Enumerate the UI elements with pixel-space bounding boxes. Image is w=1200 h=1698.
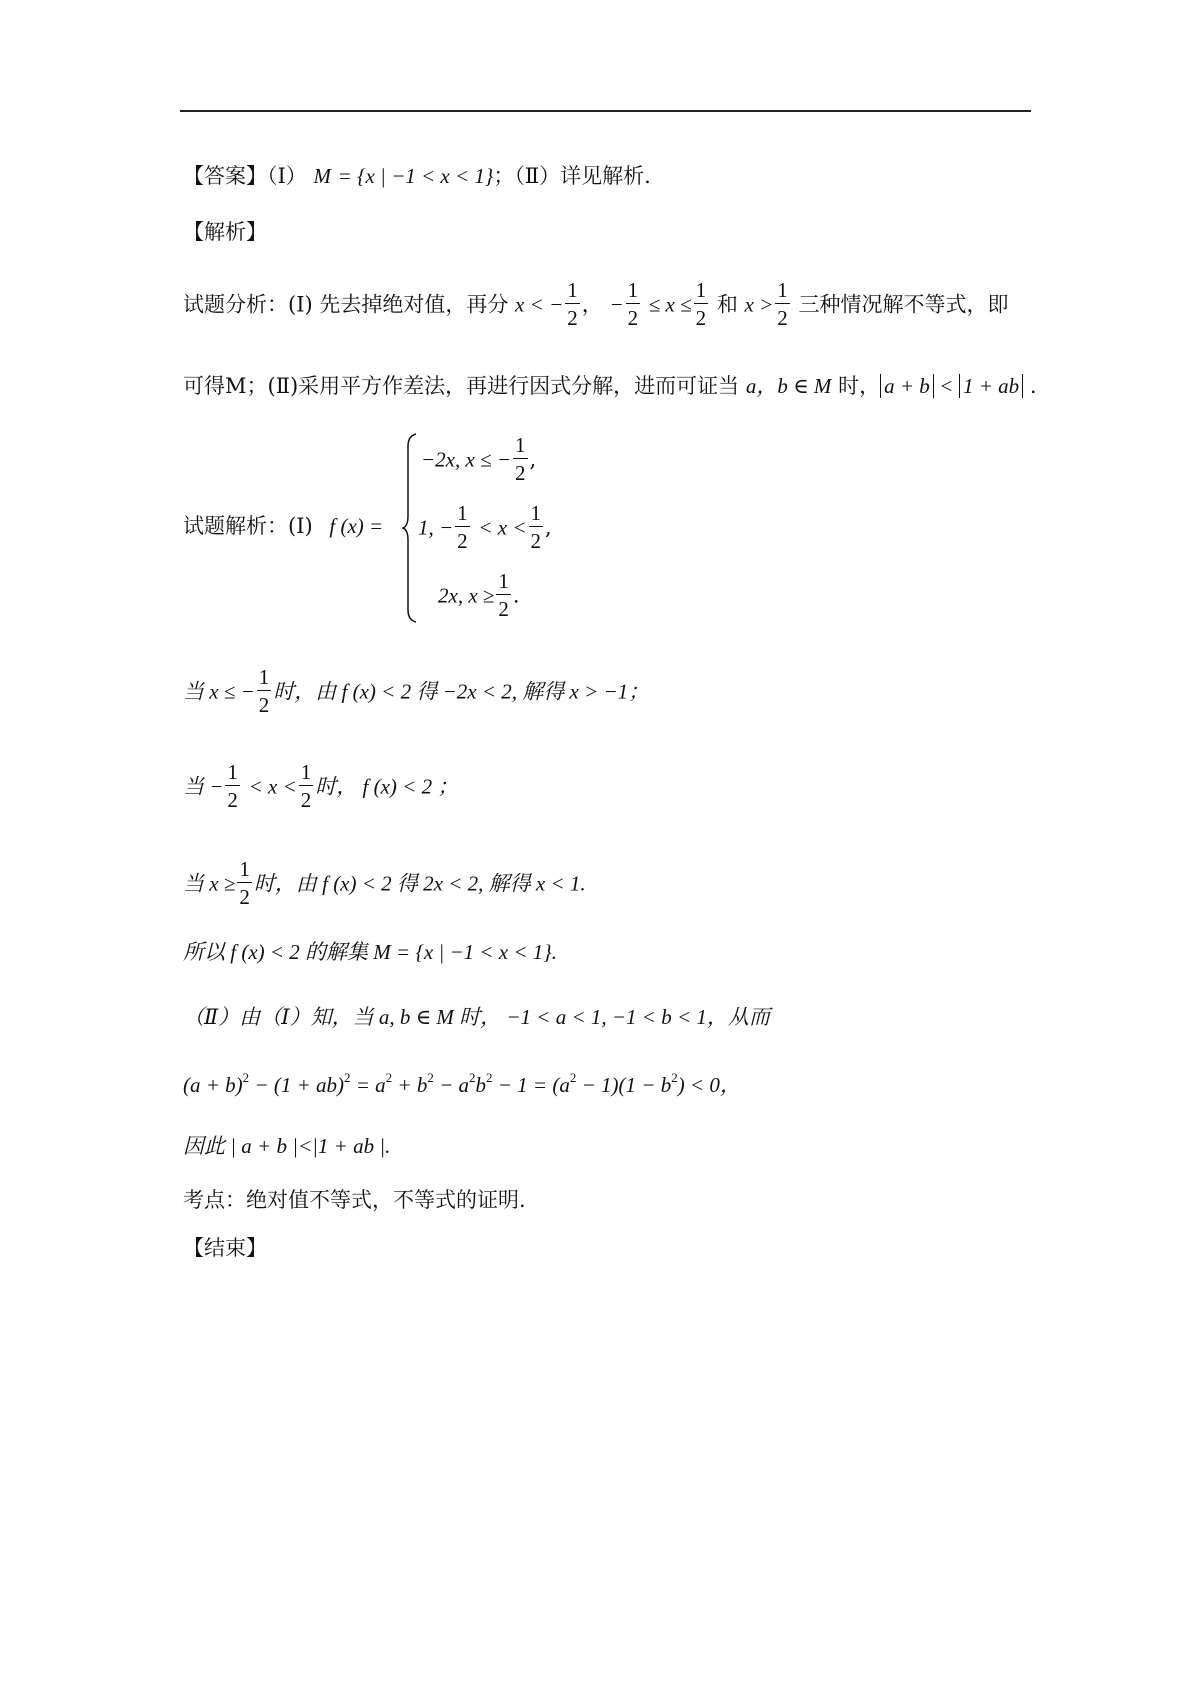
- conclusion-line: 所以 f (x) < 2 的解集 M = {x | −1 < x < 1}.: [183, 940, 557, 964]
- fraction-half: $\frac{1}{2}$: [498, 569, 509, 622]
- therefore-line: 因此 | a + b |<|1 + ab |.: [183, 1134, 391, 1158]
- answer-part1-prefix: （Ⅰ）: [267, 164, 307, 188]
- outline-line2-lead: 可得M；(Ⅱ)采用平方作差法，再进行因式分解，进而可证当: [183, 374, 740, 398]
- abs-one-plus-ab: 1 + ab: [959, 374, 1023, 398]
- answer-part2: ；（Ⅱ）详见解析.: [493, 164, 651, 188]
- outline-case3: x >: [744, 292, 774, 317]
- outline-tail: 三种情况解不等式，即: [798, 292, 1009, 317]
- piece-3: 2x, x ≥ $\frac{1}{2}$ .: [438, 569, 520, 622]
- fraction-half: $\frac{1}{2}$: [530, 501, 542, 554]
- fraction-half: $\frac{1}{2}$: [695, 278, 707, 331]
- part2-equation: $(a + b)^2 - (1 + ab)^2 = a^2 + b^2 - a^2b^2 - 1 = (a^2 - 1)(1 - b^2) < 0$，: [183, 1070, 741, 1097]
- outline-line-2: [183, 376, 1037, 397]
- piece-1: −2x, x ≤ − $\frac{1}{2}$ ,: [421, 433, 537, 486]
- outline-line2-when: 时，: [838, 374, 881, 398]
- case-line-3: 当 x ≥ $\frac{1}{2}$ 时，由 f (x) < 2 得 2x < 2, 解得 x < 1.: [183, 857, 586, 910]
- outline-and: 和: [716, 292, 738, 317]
- piece-2: 1, − $\frac{1}{2}$ < x < $\frac{1}{2}$ ,: [418, 501, 552, 554]
- solution-lead-line: [183, 516, 383, 537]
- outline-line2-ab: a，b ∈ M: [745, 374, 832, 398]
- fraction-half: $\frac{1}{2}$: [515, 433, 526, 486]
- end-label: 【结束】: [183, 1236, 267, 1260]
- solution-lead: 试题解析：(Ⅰ): [183, 514, 313, 538]
- fraction-half: $\frac{1}{2}$: [567, 278, 578, 331]
- outline-line-1: [183, 278, 1009, 331]
- topic-line: 考点：绝对值不等式，不等式的证明.: [183, 1188, 526, 1212]
- outline-case1: x < −: [515, 292, 564, 317]
- outline-line2-end: .: [1029, 374, 1037, 398]
- fraction-half: $\frac{1}{2}$: [300, 760, 312, 813]
- answer-line: [183, 166, 651, 187]
- piecewise-brace: [402, 432, 418, 624]
- header-rule: [180, 110, 1031, 112]
- solution-func: f (x) =: [329, 514, 384, 538]
- outline-case2-left: −: [609, 292, 624, 317]
- outline-case2-mid: ≤ x ≤: [648, 292, 692, 317]
- outline-lead: 试题分析：(Ⅰ) 先去掉绝对值，再分: [183, 292, 509, 317]
- case-line-2: 当 − $\frac{1}{2}$ < x < $\frac{1}{2}$ 时， f (x) < 2 ；: [183, 760, 459, 813]
- part2-line-1: （Ⅱ）由（Ⅰ）知，当 a, b ∈ M 时， −1 < a < 1, −1 < b < 1，从而: [183, 1005, 770, 1029]
- fraction-half: $\frac{1}{2}$: [777, 278, 788, 331]
- answer-set: = {x | −1 < x < 1}: [337, 164, 494, 188]
- answer-label: 【答案】: [183, 164, 267, 188]
- outline-line2-lt: <: [940, 374, 953, 398]
- outline-sep: ，: [581, 292, 603, 317]
- fraction-half: $\frac{1}{2}$: [239, 857, 250, 910]
- analysis-label: 【解析】: [183, 220, 267, 244]
- case-line-1: 当 x ≤ − $\frac{1}{2}$ 时，由 f (x) < 2 得 −2x < 2, 解得 x > −1；: [183, 665, 650, 718]
- fraction-half: $\frac{1}{2}$: [627, 278, 639, 331]
- fraction-half: $\frac{1}{2}$: [457, 501, 468, 554]
- fraction-half: $\frac{1}{2}$: [227, 760, 238, 813]
- answer-set-name: M: [313, 164, 331, 188]
- piecewise-cases: [418, 430, 718, 630]
- abs-a-plus-b: a + b: [880, 374, 934, 398]
- fraction-half: $\frac{1}{2}$: [258, 665, 270, 718]
